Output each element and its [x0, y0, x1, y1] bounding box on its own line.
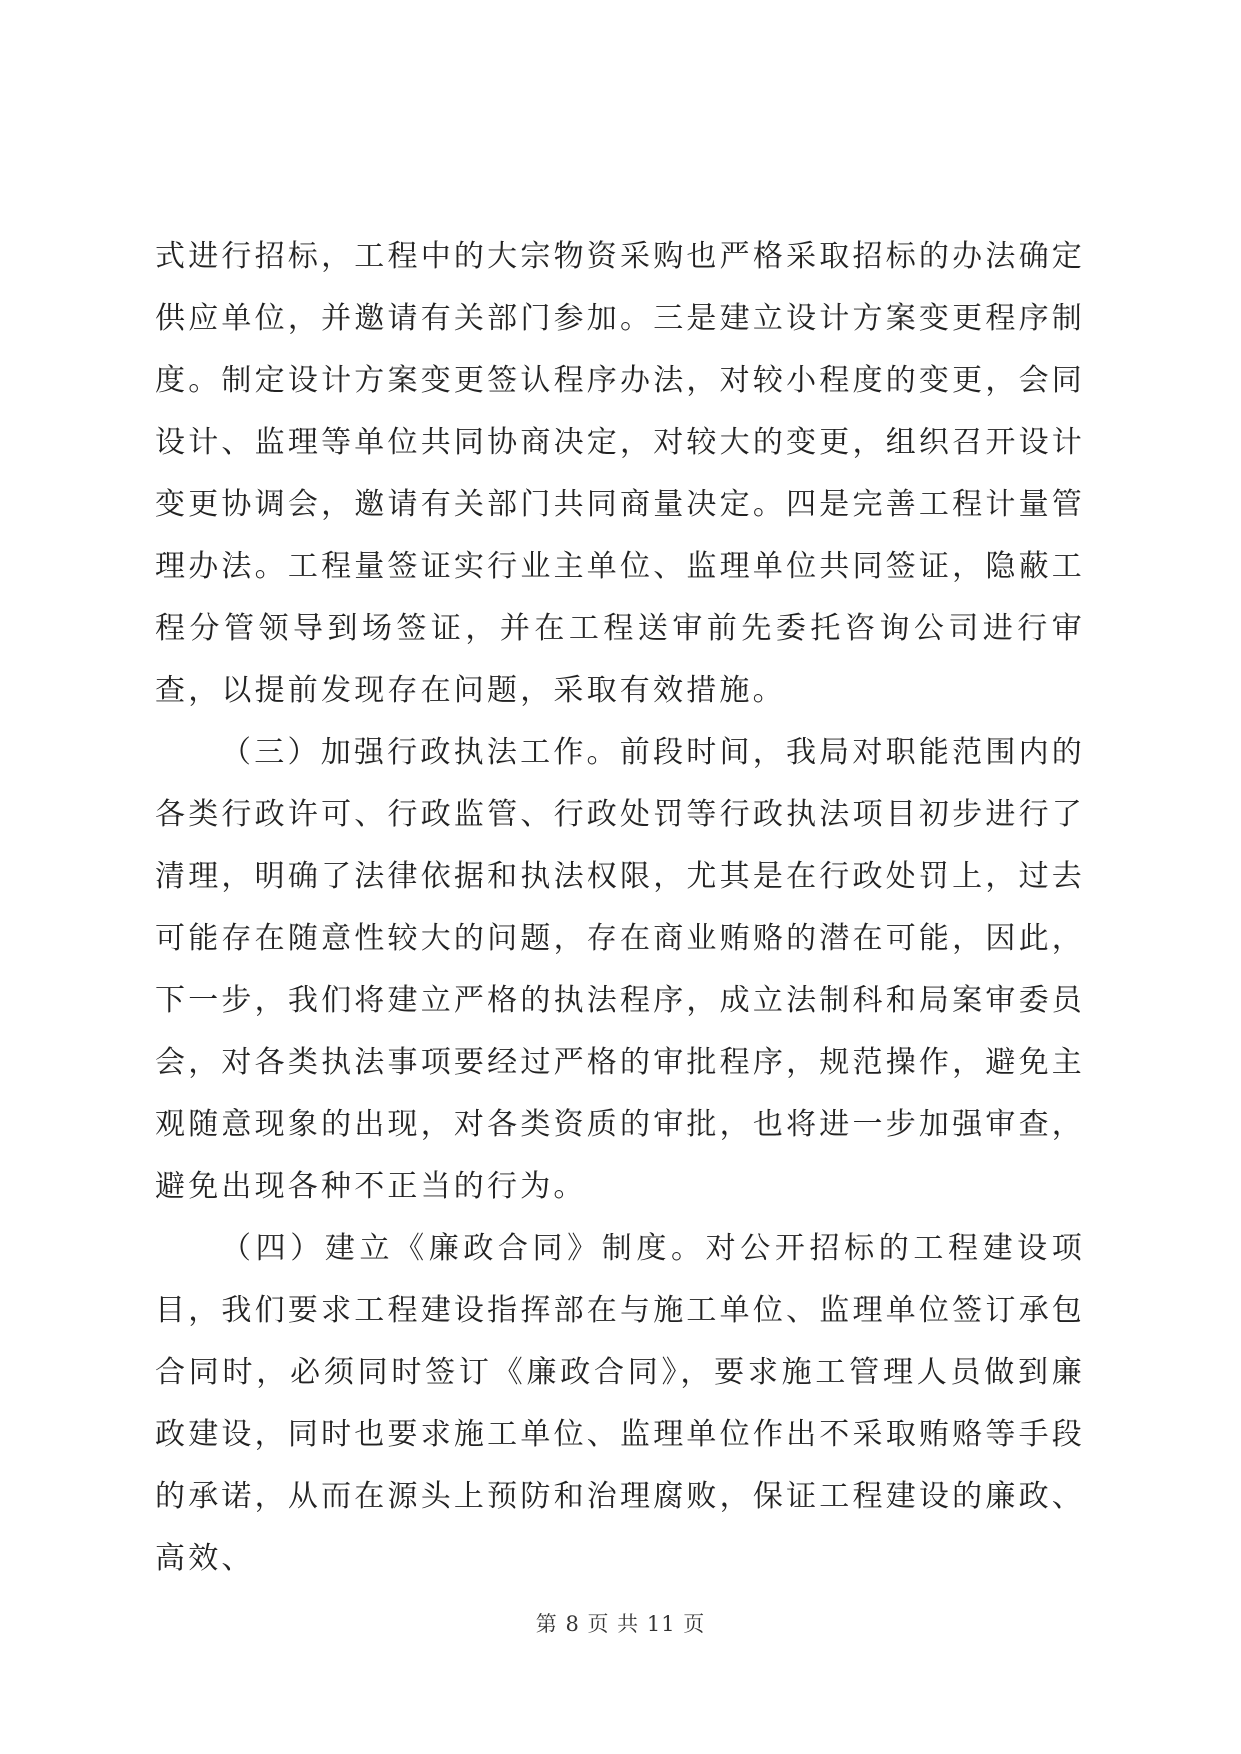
page-footer: 第 8 页 共 11 页: [535, 1612, 706, 1636]
paragraph-1: 式进行招标，工程中的大宗物资采购也严格采取招标的办法确定供应单位，并邀请有关部门参加。三是建立设计方案变更程序制度。制定设计方案变更签认程序办法，对较小程度的变更，会同设计、监理等单位共同协商决定，对较大的变更，组织召开设计变更协调会，邀请有关部门共同商量决定。四是完善工程计量管理办法。工程量签证实行业主单位、监理单位共同签证，隐蔽工程分管领导到场签证，并在工程送审前先委托咨询公司进行审查，以提前发现存在问题，采取有效措施。: [155, 239, 1085, 708]
body-text: [155, 226, 1085, 1590]
paragraph-2: （三）加强行政执法工作。前段时间，我局对职能范围内的各类行政许可、行政监管、行政处罚等行政执法项目初步进行了清理，明确了法律依据和执法权限，尤其是在行政处罚上，过去可能存在随意性较大的问题，存在商业贿赂的潜在可能，因此，下一步，我们将建立严格的执法程序，成立法制科和局案审委员会，对各类执法事项要经过严格的审批程序，规范操作，避免主观随意现象的出现，对各类资质的审批，也将进一步加强审查，避免出现各种不正当的行为。: [155, 735, 1085, 1204]
paragraph-3: （四）建立《廉政合同》制度。对公开招标的工程建设项目，我们要求工程建设指挥部在与施工单位、监理单位签订承包合同时，必须同时签订《廉政合同》，要求施工管理人员做到廉政建设，同时也要求施工单位、监理单位作出不采取贿赂等手段的承诺，从而在源头上预防和治理腐败，保证工程建设的廉政、高效、: [155, 1231, 1085, 1576]
